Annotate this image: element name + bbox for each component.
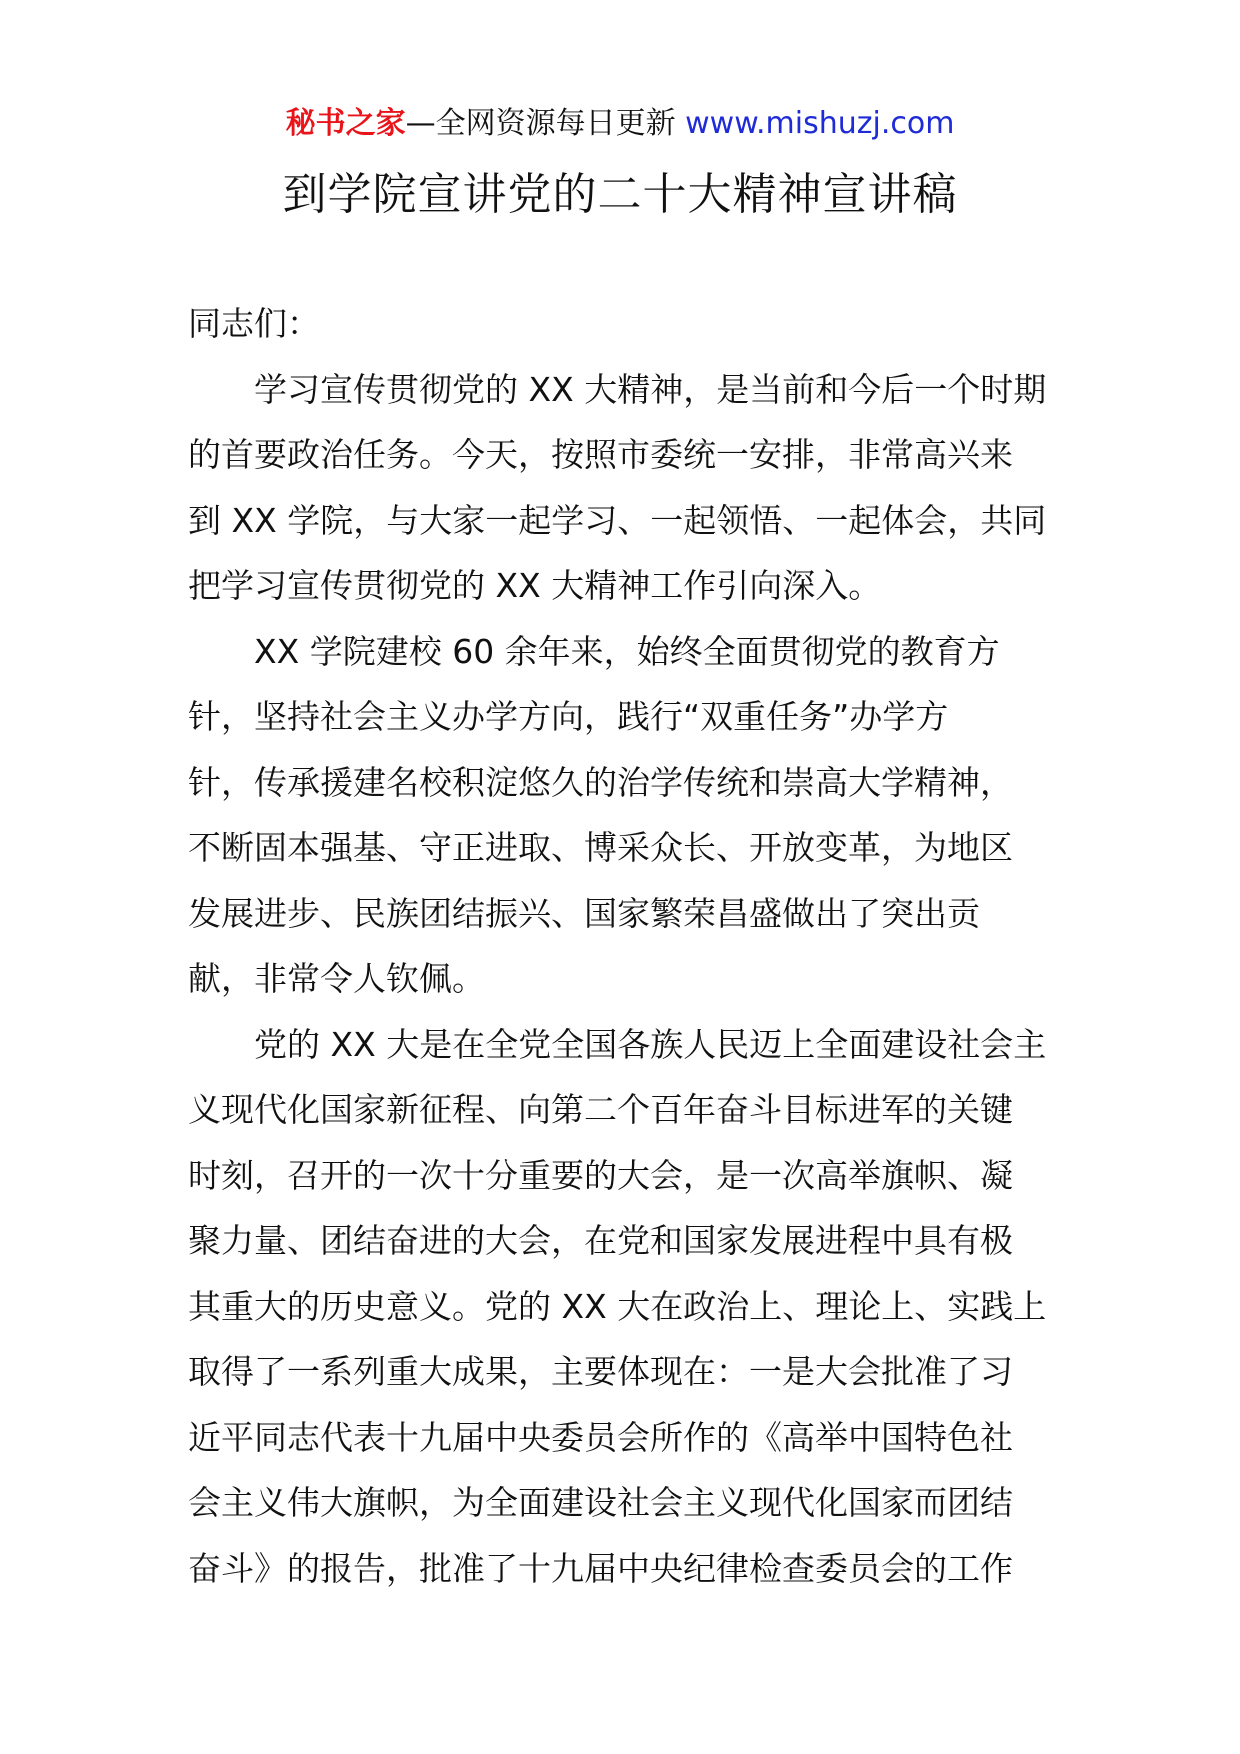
document-body: [188, 291, 1058, 1601]
site-brand: 秘书之家: [285, 106, 406, 141]
paragraph-3-line: 义现代化国家新征程、向第二个百年奋斗目标进军的关键: [188, 1090, 1013, 1129]
site-tagline: —全网资源每日更新: [405, 106, 676, 141]
paragraph-1-line: 把学习宣传贯彻党的 XX 大精神工作引向深入。: [188, 566, 882, 605]
paragraph-1-line: 到 XX 学院，与大家一起学习、一起领悟、一起体会，共同: [188, 500, 1047, 540]
paragraph-2-line: XX 学院建校 60 余年来，始终全面贯彻党的教育方: [254, 631, 1000, 671]
paragraph-2-line: 献，非常令人钦佩。: [188, 959, 485, 998]
paragraph-3-line: 党的 XX 大是在全党全国各族人民迈上全面建设社会主: [254, 1024, 1047, 1064]
paragraph-3-line: 取得了一系列重大成果，主要体现在：一是大会批准了习: [188, 1352, 1013, 1391]
site-url-link[interactable]: www.mishuzj.com: [685, 106, 955, 141]
paragraph-1-line: 的首要政治任务。今天，按照市委统一安排，非常高兴来: [188, 435, 1013, 474]
paragraph-2-line: 不断固本强基、守正进取、博采众长、开放变革，为地区: [188, 828, 1013, 867]
salutation: 同志们：: [188, 304, 320, 343]
paragraph-2-line: 针，传承援建名校积淀悠久的治学传统和崇高大学精神，: [188, 762, 1013, 802]
paragraph-3-line: 其重大的历史意义。党的 XX 大在政治上、理论上、实践上: [188, 1286, 1047, 1326]
paragraph-3-line: 近平同志代表十九届中央委员会所作的《高举中国特色社: [188, 1417, 1013, 1457]
paragraph-1-line: 学习宣传贯彻党的 XX 大精神，是当前和今后一个时期: [254, 369, 1047, 409]
document-title: 到学院宣讲党的二十大精神宣讲稿: [282, 169, 958, 220]
paragraph-3-line: 聚力量、团结奋进的大会，在党和国家发展进程中具有极: [188, 1221, 1013, 1260]
paragraph-3-line: 奋斗》的报告，批准了十九届中央纪律检查委员会的工作: [188, 1548, 1013, 1588]
paragraph-2-line: 针，坚持社会主义办学方向，践行“双重任务”办学方: [188, 697, 949, 736]
site-header: [0, 102, 1240, 146]
paragraph-2-line: 发展进步、民族团结振兴、国家繁荣昌盛做出了突出贡: [188, 893, 980, 933]
paragraph-3-line: 时刻，召开的一次十分重要的大会，是一次高举旗帜、凝: [188, 1155, 1013, 1195]
paragraph-3-line: 会主义伟大旗帜，为全面建设社会主义现代化国家而团结: [188, 1483, 1013, 1522]
